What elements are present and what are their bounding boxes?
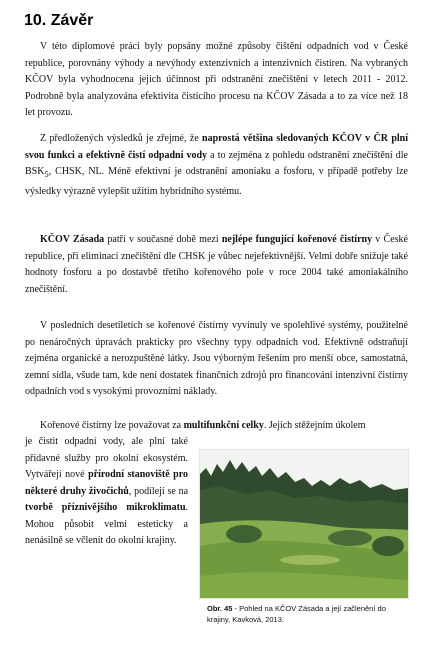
caption-label: Obr. 45 xyxy=(207,604,233,613)
conclusion-paragraph-5 xyxy=(25,418,408,435)
figure-caption xyxy=(207,603,405,625)
paragraph-text: Kořenové čistírny lze považovat za xyxy=(40,420,184,431)
paragraph-text: v České republice, při eliminaci znečištění dle CHSK je vůbec nejefektivnější. Velmi dobře snižuje také hodnoty fosforu a po dostavbě třetího kořenového pole v roce 2004 také amoniakálního znečištění. xyxy=(25,234,408,295)
paragraph-text: . Mohou působit velmi esteticky a nenásilně se včlenit do okolní krajiny. xyxy=(25,502,188,546)
conclusion-paragraph-3 xyxy=(25,232,408,298)
conclusion-paragraph-1 xyxy=(25,39,408,122)
landscape-photo xyxy=(199,449,409,599)
paragraph-text: je čistit odpadní vody, ale plní také přídavné služby pro okolní ekosystém. Vytvářejí nové xyxy=(25,436,188,480)
bold-phrase: nejlépe fungující kořenové čistírny xyxy=(221,234,373,245)
bold-phrase: KČOV Zásada xyxy=(40,234,105,245)
section-heading: 10. Závěr xyxy=(24,12,94,29)
paragraph-text: . Jejich stěžejním úkolem xyxy=(263,420,366,431)
bold-phrase: naprostá většina sledovaných KČOV v ČR plní svou funkci a efektivně čistí odpadní vody xyxy=(25,133,408,161)
bold-phrase: multifunkční celky xyxy=(183,420,264,431)
bold-phrase: tvorbě příznivějšího mikroklimatu xyxy=(25,502,186,513)
subscript: 5 xyxy=(44,170,49,179)
paragraph-text: V posledních desetiletích se kořenové čistírny vyvinuly ve spolehlivé systémy, použitelné po nenáročných úpravách prakticky pro všechny typy odpadních vod. Efektivně odstraňují zejména organické a nerozpuštěné látky. Jsou výborným řešením pro menší obce, samostatná, zemní sídla, všude tam, kde není dostatek finančních zdrojů pro financování intenzivní čistírny odpadních vod s vysokými provozními náklady. xyxy=(25,320,408,397)
reed-patch xyxy=(280,555,340,565)
paragraph-text: patří v současné době mezi xyxy=(104,234,222,245)
paragraph-text: V této diplomové práci byly popsány možné způsoby čištění odpadních vod v České republice, porovnány výhody a nevýhody extenzivních a intenzivních čistíren. Na vybraných KČOV byla vyhodnocena jejich účinnost při odstranění znečištění v letech 2011 - 2012. Podrobně byla analyzována efektivita čisticího procesu na KČOV Zásada a to za více než 18 let provozu. xyxy=(25,41,408,118)
caption-text: - Pohled na KČOV Zásada a její začlenění do krajiny, Kavková, 2013. xyxy=(207,604,386,624)
paragraph-text: , CHSK, NL. Méně efektivní je odstranění amoniaku a fosforu, v případě potřeby lze výsledky výrazně vylepšit užitím hybridního systému. xyxy=(25,166,408,197)
paragraph-text: a to zejména z pohledu odstranění znečištění dle BSK xyxy=(25,149,408,177)
bold-phrase: přírodní stanoviště pro některé druhy živočichů xyxy=(25,469,189,497)
bush xyxy=(372,536,404,556)
conclusion-paragraph-4 xyxy=(25,318,408,401)
bush xyxy=(226,525,262,543)
paragraph-text: Z předložených výsledků je zřejmé, že xyxy=(40,133,203,144)
bush xyxy=(328,530,372,546)
wrapped-paragraph xyxy=(25,434,188,550)
conclusion-paragraph-2 xyxy=(25,131,408,200)
paragraph-text: , podílejí se na xyxy=(128,485,189,497)
